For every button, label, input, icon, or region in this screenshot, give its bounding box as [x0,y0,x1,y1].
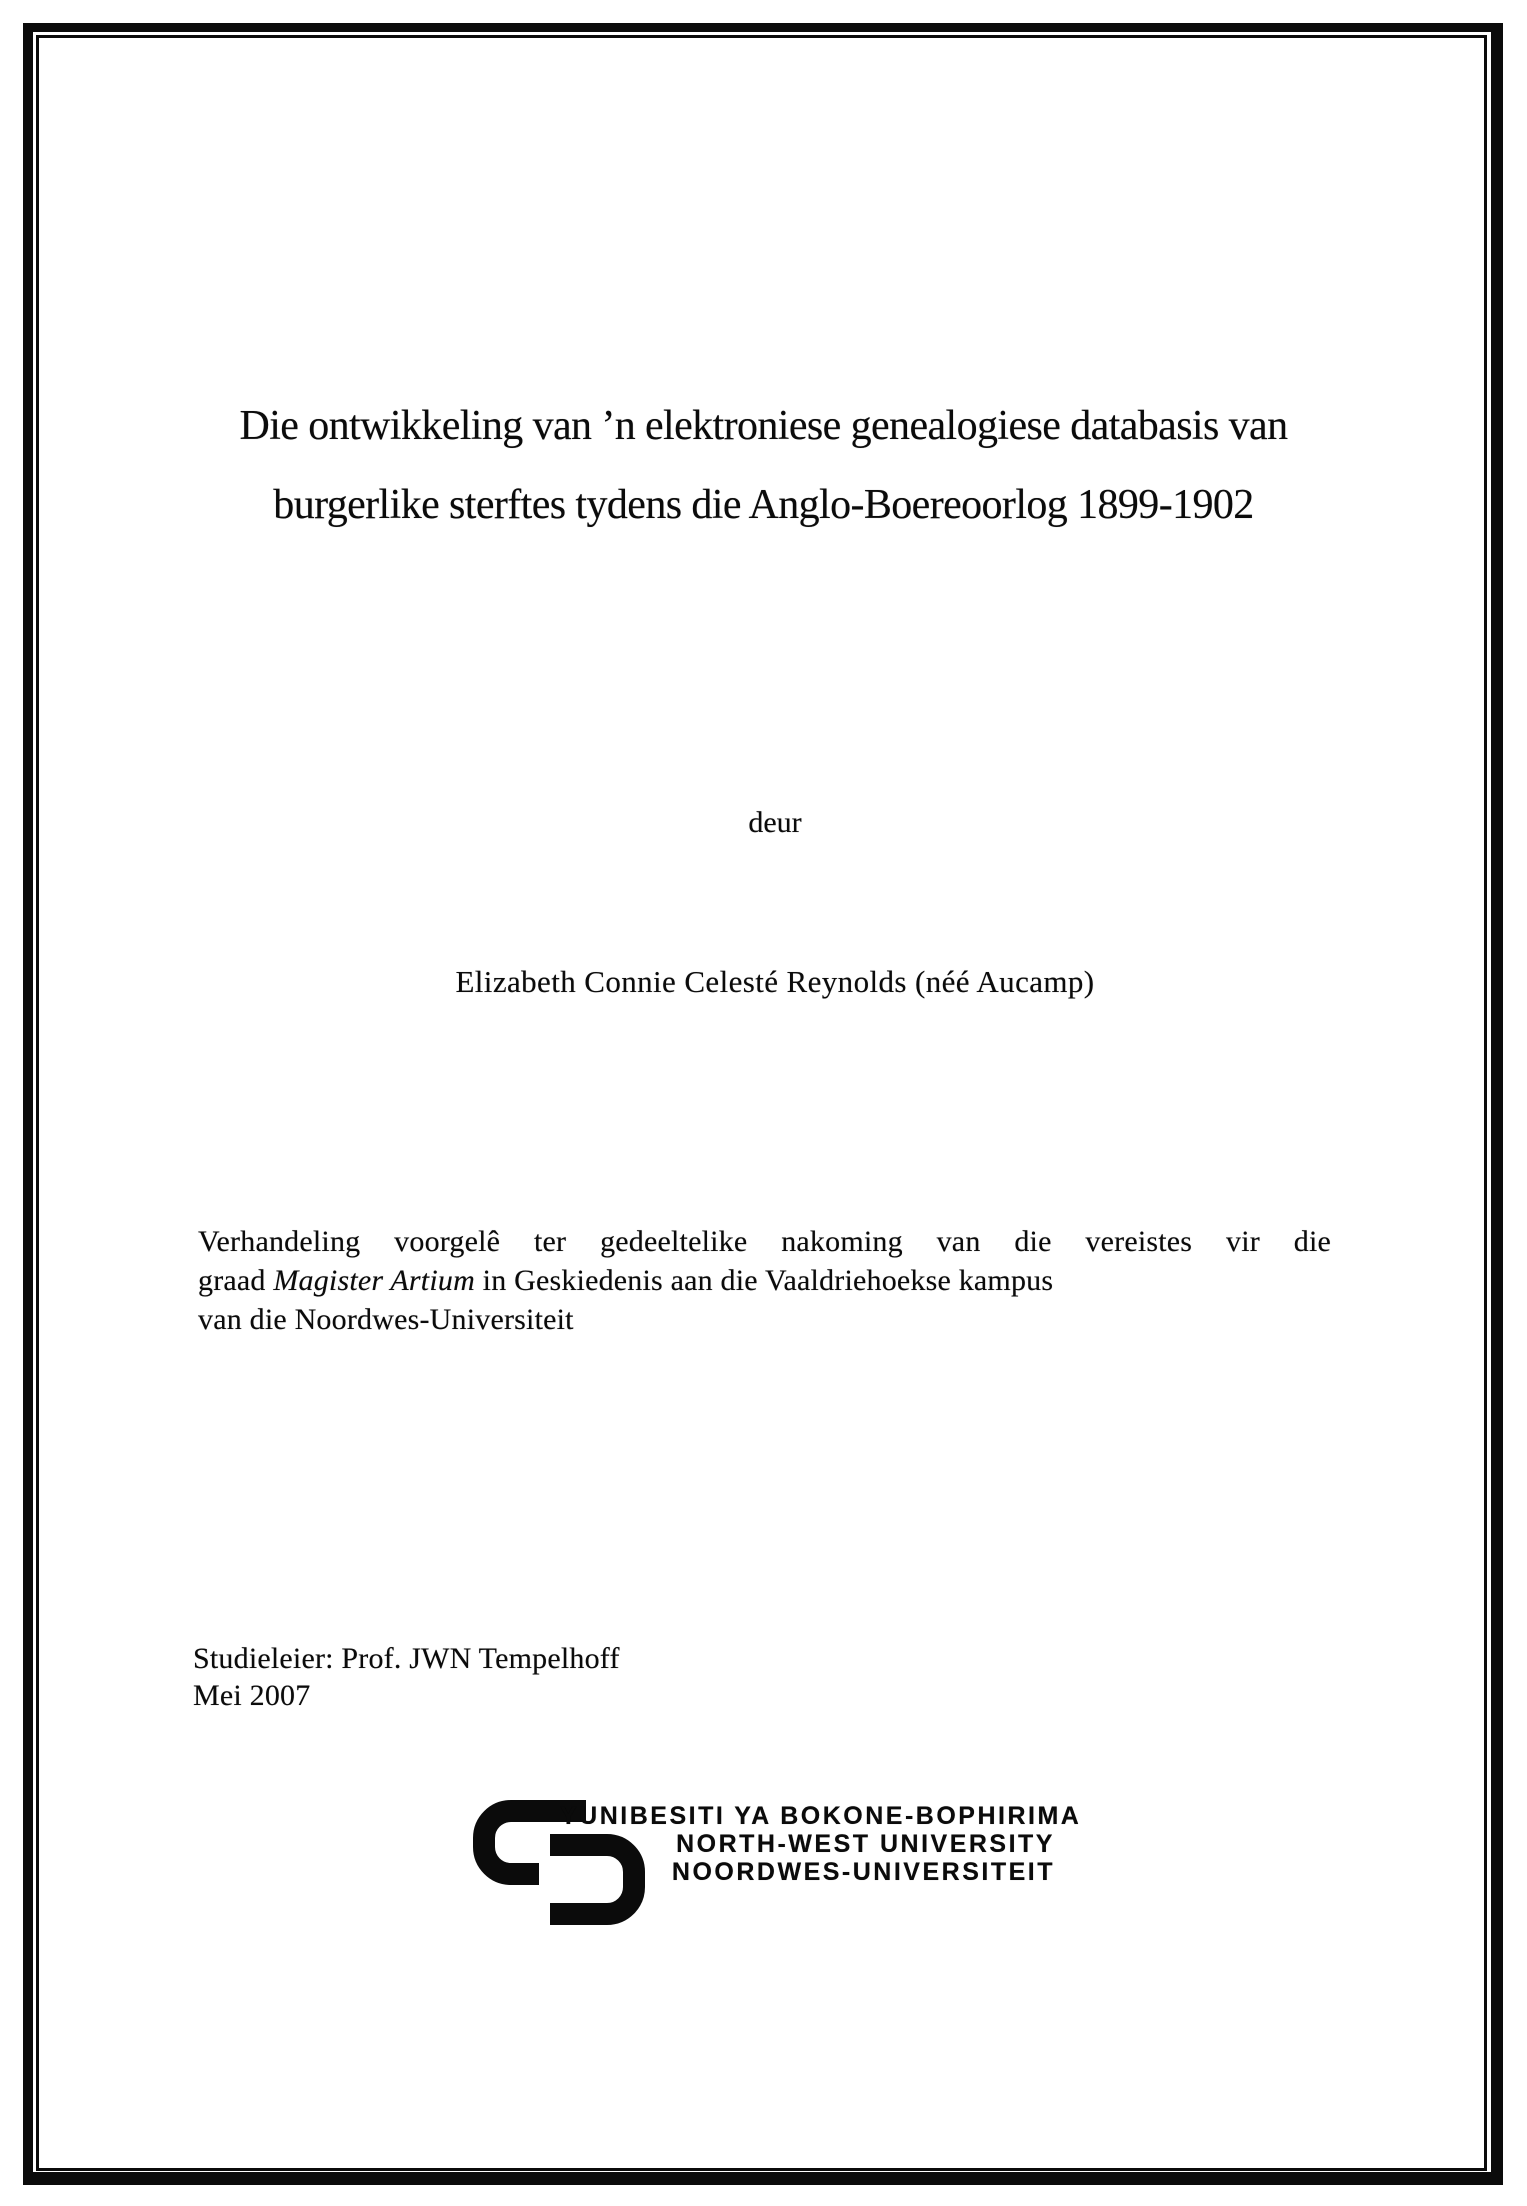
statement-line-2-before: graad [198,1264,274,1297]
thesis-title-line-1: Die ontwikkeling van ’n elektroniese genealogiese databasis van [239,403,1288,449]
thesis-title [60,387,1467,545]
author-name: Elizabeth Connie Celesté Reynolds (néé Aucamp) [455,964,1095,999]
degree-statement [198,1222,1331,1339]
nwu-logo-text-line-2: NORTH-WEST UNIVERSITY [676,1830,1055,1858]
statement-line-2 [198,1261,1331,1300]
nwu-logo-text [560,1802,1082,1886]
statement-line-3: van die Noordwes-Universiteit [198,1303,574,1336]
supervisor-block [193,1640,1093,1714]
byline-label: deur [748,806,802,839]
nwu-logo-text-line-1: YUNIBESITI YA BOKONE-BOPHIRIMA [560,1802,1082,1830]
supervisor-line: Studieleier: Prof. JWN Tempelhoff [193,1642,620,1675]
statement-line-1: Verhandeling voorgelê ter gedeeltelike nakoming van die vereistes vir die [198,1225,1331,1258]
thesis-title-line-2: burgerlike sterftes tydens die Anglo-Boereoorlog 1899-1902 [273,482,1254,528]
statement-line-2-after: in Geskiedenis aan die Vaaldriehoekse kampus [474,1264,1054,1297]
statement-degree-name: Magister Artium [273,1264,475,1297]
nwu-logo-text-line-3: NOORDWES-UNIVERSITEIT [671,1858,1055,1886]
date-line: Mei 2007 [193,1679,311,1712]
